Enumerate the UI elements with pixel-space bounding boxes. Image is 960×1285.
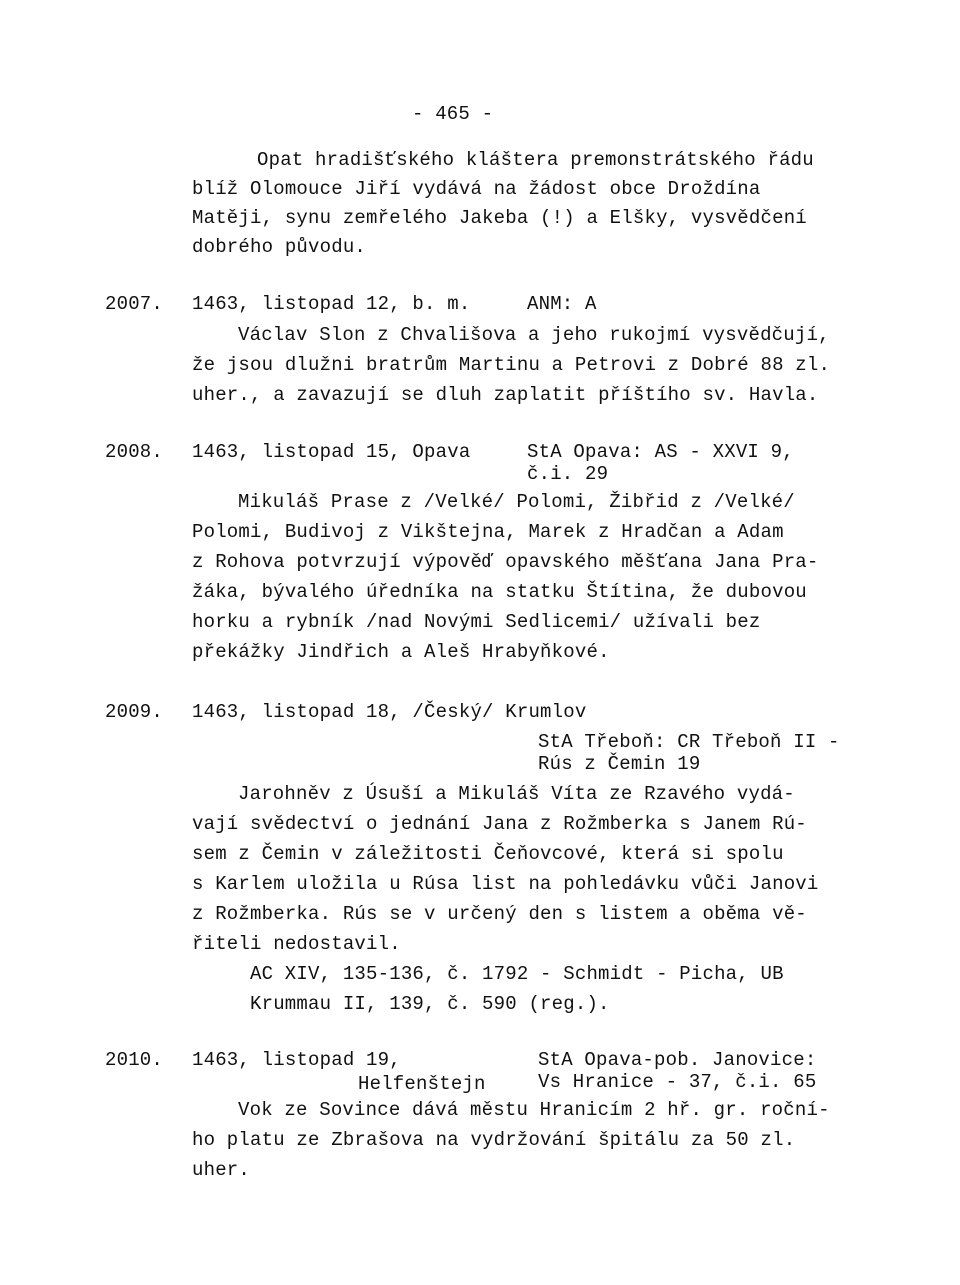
entry-text-line: překážky Jindřich a Aleš Hrabyňkové. <box>192 641 610 663</box>
entry-text-line: horku a rybník /nad Novými Sedlicemi/ užívali bez <box>192 611 761 633</box>
entry-reference-line: Krummau II, 139, č. 590 (reg.). <box>250 993 610 1015</box>
entry-archive: Vs Hranice - 37, č.i. 65 <box>538 1071 817 1093</box>
entry-text-line: Václav Slon z Chvališova a jeho rukojmí vysvědčují, <box>238 324 830 346</box>
entry-text-line: ho platu ze Zbrašova na vydržování špitálu za 50 zl. <box>192 1129 796 1151</box>
entry-number: 2008. <box>105 441 164 463</box>
entry-text-line: z Rožmberka. Rús se v určený den s listem a oběma vě- <box>192 903 807 925</box>
entry-archive: StA Opava: AS - XXVI 9, <box>527 441 794 463</box>
intro-line: dobrého původu. <box>192 236 367 258</box>
entry-text-line: že jsou dlužni bratrům Martinu a Petrovi z Dobré 88 zl. <box>192 354 831 376</box>
entry-date-place: 1463, listopad 12, b. m. <box>192 293 471 315</box>
entry-archive: StA Opava-pob. Janovice: <box>538 1049 817 1071</box>
entry-archive: Rús z Čemin 19 <box>538 753 701 775</box>
entry-text-line: vají svědectví o jednání Jana z Rožmberka s Janem Rú- <box>192 813 807 835</box>
entry-place-second: Helfenštejn <box>358 1073 486 1095</box>
entry-archive: ANM: A <box>527 293 597 315</box>
entry-archive: č.i. 29 <box>527 463 609 485</box>
page-number: - 465 - <box>412 103 494 125</box>
entry-number: 2009. <box>105 701 164 723</box>
entry-text-line: Mikuláš Prase z /Velké/ Polomi, Žibřid z /Velké/ <box>238 491 795 513</box>
entry-text-line: Polomi, Budivoj z Vikštejna, Marek z Hradčan a Adam <box>192 521 784 543</box>
entry-number: 2007. <box>105 293 164 315</box>
entry-text-line: sem z Čemin v záležitosti Čeňovcové, která si spolu <box>192 843 784 865</box>
entry-date-place: 1463, listopad 18, /Český/ Krumlov <box>192 701 587 723</box>
entry-text-line: uher., a zavazují se dluh zaplatit příštího sv. Havla. <box>192 384 819 406</box>
entry-text-line: z Rohova potvrzují výpověď opavského měšťana Jana Pra- <box>192 551 819 573</box>
entry-text-line: Vok ze Sovince dává městu Hranicím 2 hř. gr. roční- <box>238 1099 830 1121</box>
entry-text-line: Jarohněv z Úsuší a Mikuláš Víta ze Rzavého vydá- <box>238 783 795 805</box>
entry-date-place: 1463, listopad 19, <box>192 1049 401 1071</box>
entry-text-line: žáka, bývalého úředníka na statku Štítina, že dubovou <box>192 581 807 603</box>
entry-reference-line: AC XIV, 135-136, č. 1792 - Schmidt - Picha, UB <box>250 963 784 985</box>
entry-text-line: s Karlem uložila u Rúsa list na pohledávku vůči Janovi <box>192 873 819 895</box>
entry-number: 2010. <box>105 1049 164 1071</box>
entry-text-line: řiteli nedostavil. <box>192 933 401 955</box>
intro-line: blíž Olomouce Jiří vydává na žádost obce Droždína <box>192 178 761 200</box>
intro-line: Opat hradišťského kláštera premonstrátského řádu <box>257 149 814 171</box>
entry-text-line: uher. <box>192 1159 251 1181</box>
entry-archive: StA Třeboň: CR Třeboň II - <box>538 731 840 753</box>
entry-date-place: 1463, listopad 15, Opava <box>192 441 471 463</box>
intro-line: Matěji, synu zemřelého Jakeba (!) a Elšky, vysvědčení <box>192 207 807 229</box>
